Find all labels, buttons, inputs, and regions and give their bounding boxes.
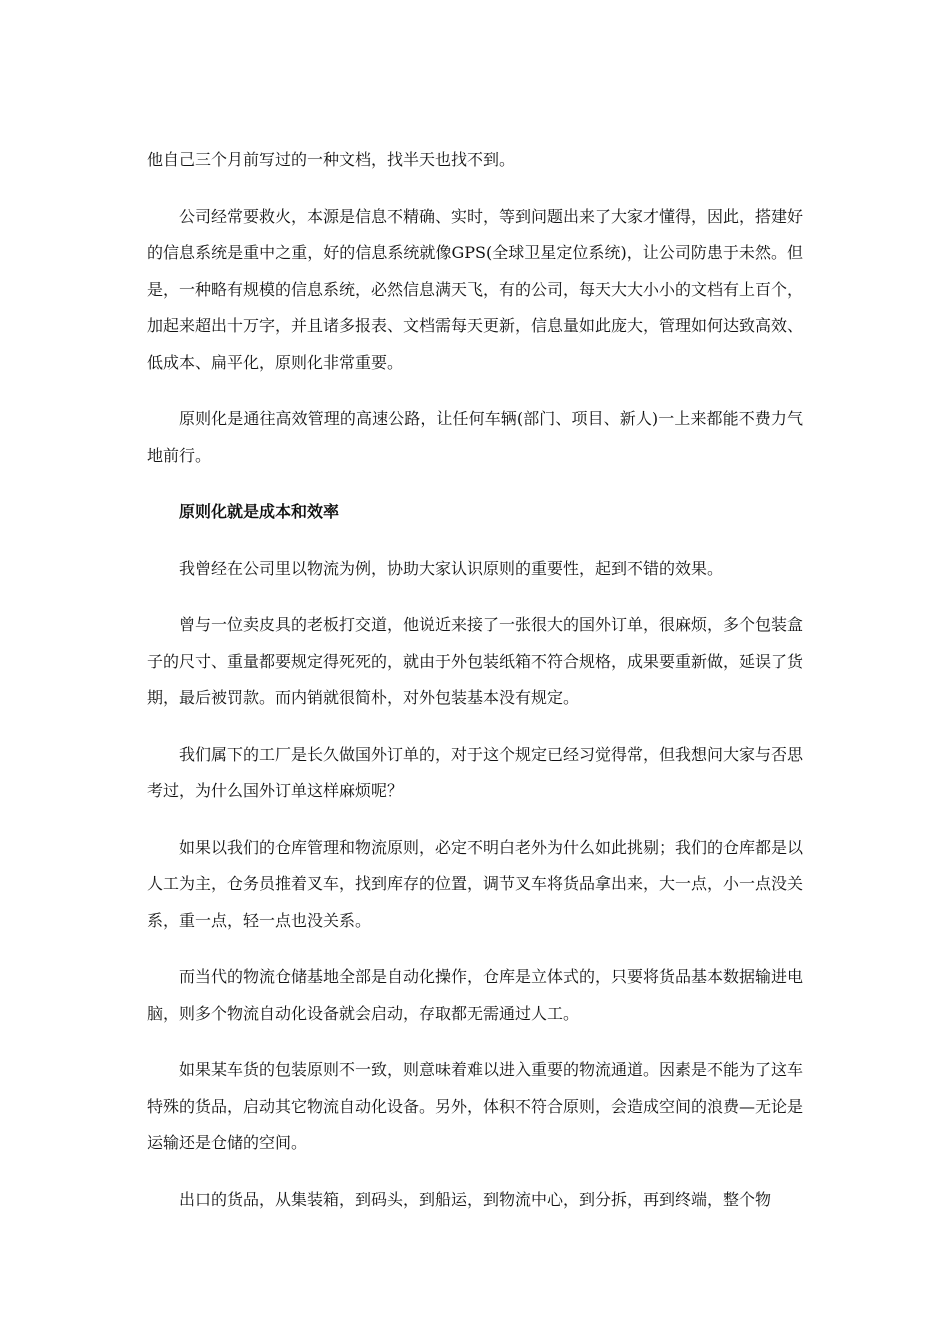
document-body xyxy=(147,142,803,1238)
paragraph-warehouse: 如果以我们的仓库管理和物流原则，必定不明白老外为什么如此挑剔；我们的仓库都是以人工为主，仓务员推着叉车，找到库存的位置，调节叉车将货品拿出来，大一点，小一点没关系，重一点，轻一点也没关系。 xyxy=(147,837,804,930)
paragraph-automation: 而当代的物流仓储基地全部是自动化操作，仓库是立体式的，只要将货品基本数据输进电脑，则多个物流自动化设备就会启动，存取都无需通过人工。 xyxy=(147,967,804,1023)
paragraph-factory: 我们属下的工厂是长久做国外订单的，对于这个规定已经习觉得常，但我想问大家与否思考过，为什么国外订单这样麻烦呢？ xyxy=(147,744,804,800)
paragraph-export-chain: 出口的货品，从集装箱，到码头，到船运，到物流中心，到分拆，再到终端，整个物 xyxy=(179,1189,772,1209)
paragraph-continuation: 他自己三个月前写过的一种文档，找半天也找不到。 xyxy=(147,150,516,169)
paragraph-firefighting: 公司经常要救火，本源是信息不精确、实时，等到问题出来了大家才懂得，因此，搭建好的信息系统是重中之重，好的信息系统就像GPS(全球卫星定位系统)，让公司防患于未然。但是，一种略有规模的信息系统，必然信息满天飞，有的公司，每天大大小小的文档有上百个，加起来超出十万字，并且诸多报表、文档需每天更新，信息量如此庞大，管理如何达致高效、低成本、扁平化，原则化非常重要。 xyxy=(147,206,804,372)
paragraph-logistics-example: 我曾经在公司里以物流为例，协助大家认识原则的重要性，起到不错的效果。 xyxy=(179,558,724,578)
paragraph-highway: 原则化是通往高效管理的高速公路，让任何车辆(部门、项目、新人)一上来都能不费力气地前行。 xyxy=(147,409,803,465)
paragraph-packaging-standard: 如果某车货的包装原则不一致，则意味着难以进入重要的物流通道。因素是不能为了这车特殊的货品，启动其它物流自动化设备。另外，体积不符合原则，会造成空间的浪费—无论是运输还是仓储的空间。 xyxy=(147,1060,804,1152)
section-heading: 原则化就是成本和效率 xyxy=(179,502,340,521)
paragraph-leather-boss: 曾与一位卖皮具的老板打交道，他说近来接了一张很大的国外订单，很麻烦，多个包装盒子的尺寸、重量都要规定得死死的，就由于外包装纸箱不符合规格，成果要重新做，延误了货期，最后被罚款。而内销就很简朴，对外包装基本没有规定。 xyxy=(147,615,804,707)
